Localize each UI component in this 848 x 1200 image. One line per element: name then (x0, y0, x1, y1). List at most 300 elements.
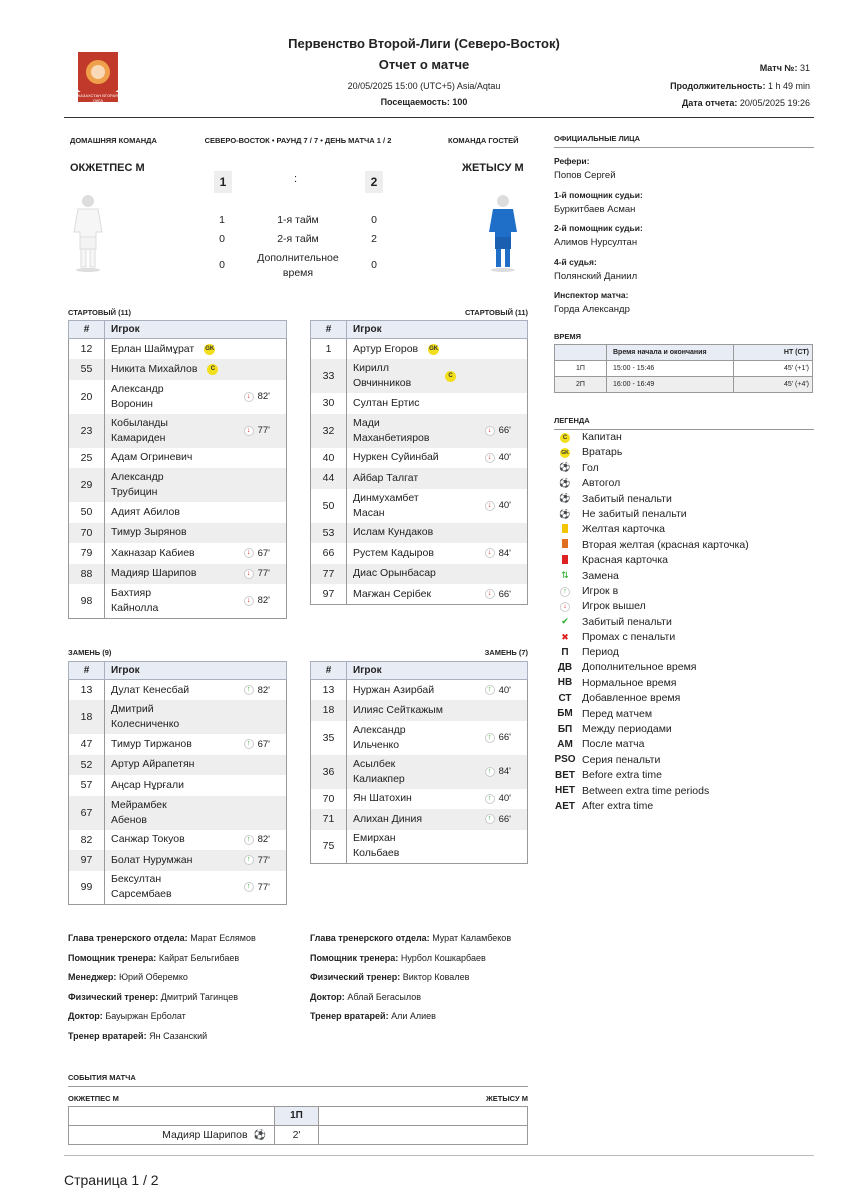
legend-abbr: БМ (557, 708, 573, 720)
col-num: # (69, 321, 105, 339)
sub-minute: 82' (257, 684, 270, 696)
player-name: Аңсар Нұрғали (111, 778, 184, 791)
table-row (69, 830, 287, 851)
player-out-icon: ↓ (485, 548, 495, 558)
table-row (311, 564, 528, 585)
goalkeeper-icon: GK (428, 344, 439, 355)
sub-minute: 40' (498, 793, 511, 805)
table-row (311, 789, 528, 810)
legend-label: Гол (582, 461, 599, 474)
home-label: ДОМАШНЯЯ КОМАНДА (70, 136, 157, 145)
legend-abbr-item (554, 661, 697, 673)
substitution-event (244, 853, 270, 868)
events-away-team: ЖЕТЫСУ М (485, 1094, 528, 1103)
table-row (311, 721, 528, 755)
player-name: Кирилл Овчинников (353, 362, 412, 389)
player-number: 52 (69, 755, 105, 776)
penalty-scored-icon: ⚽ (559, 493, 571, 504)
player-name: Ян Шатохин (353, 792, 412, 805)
official-role: Рефери: (554, 156, 590, 166)
extra-time-home: 0 (219, 259, 225, 271)
legend-abbr-item (554, 800, 653, 812)
table-header (69, 662, 287, 680)
home-team-name: ОКЖЕТПЕС М (70, 162, 145, 174)
staff-item (310, 972, 469, 982)
legend-item (558, 554, 668, 566)
player-number: 55 (69, 359, 105, 380)
substitution-event (485, 764, 511, 779)
table-row (69, 502, 287, 523)
staff-item (68, 1011, 186, 1021)
table-row (311, 755, 528, 789)
legend-abbr: HET (555, 785, 575, 797)
legend-label: Замена (582, 569, 619, 582)
penalty-missed-icon: ⚽ (559, 508, 571, 519)
period1-home: 1 (219, 214, 225, 226)
report-subtitle: Отчет о матче (378, 57, 470, 72)
player-out-icon: ↓ (244, 569, 254, 579)
page-number: Страница 1 / 2 (64, 1172, 159, 1188)
player-number: 53 (311, 523, 347, 544)
player-name: Мағжан Серібек (353, 587, 432, 600)
captain-icon: C (558, 431, 572, 443)
period2-home: 0 (219, 233, 225, 245)
player-number: 70 (311, 789, 347, 810)
player-name: Айбар Талгат (353, 471, 419, 484)
goal-icon: ⚽ (253, 1129, 266, 1141)
legend-item (558, 493, 672, 505)
staff-role: Тренер вратарей: (310, 1011, 389, 1022)
officials-title: ОФИЦИАЛЬНЫЕ ЛИЦА (554, 134, 641, 143)
player-out-icon: ↓ (558, 600, 572, 612)
table-row (69, 775, 287, 796)
official-name: Попов Сергей (554, 170, 616, 181)
player-number: 50 (69, 502, 105, 523)
staff-name: Дмитрий Тагинцев (160, 991, 238, 1002)
time-col-time: Время начала и окончания (607, 345, 734, 361)
player-number: 32 (311, 414, 347, 448)
player-number: 1 (311, 339, 347, 360)
table-row (69, 584, 287, 618)
red-card-icon (558, 555, 572, 566)
staff-role: Физический тренер: (310, 972, 401, 983)
table-row (311, 809, 528, 830)
table-row (69, 339, 287, 360)
sub-minute: 77' (257, 881, 270, 893)
player-number: 18 (311, 700, 347, 721)
staff-name: Виктор Ковалев (402, 972, 470, 983)
table-row (69, 564, 287, 585)
staff-role: Физический тренер: (68, 991, 159, 1002)
staff-item (68, 1031, 207, 1041)
staff-name: Бауыржан Ерболат (105, 1011, 186, 1022)
table-row (69, 448, 287, 469)
table-row (69, 700, 287, 734)
legend-abbr-label: Между периодами (582, 723, 672, 735)
legend-abbr-label: Нормальное время (582, 676, 677, 689)
substitution-event (244, 832, 270, 847)
player-name: Динмухамбет Масан (353, 491, 419, 519)
player-name: Тимур Зырянов (111, 526, 187, 539)
sub-minute: 77' (257, 854, 270, 866)
duration-value: 1 h 49 min (767, 81, 810, 91)
legend-abbr-item (554, 677, 676, 689)
logo-text: КАЗАХСТАН ВТОРАЯ ЛИГА (77, 93, 119, 103)
staff-role: Доктор: (310, 991, 345, 1002)
legend-abbr: БП (557, 723, 573, 735)
away-subs-table (310, 661, 528, 864)
match-datetime: 20/05/2025 15:00 (UTC+5) Asia/Aqtau (347, 81, 501, 91)
staff-role: Помощник тренера: (310, 952, 399, 963)
col-player: Игрок (105, 321, 287, 339)
report-title: Первенство Второй-Лиги (Северо-Восток) (288, 36, 560, 51)
footer-divider (64, 1155, 814, 1156)
sub-minute: 82' (257, 391, 270, 402)
legend-item (558, 431, 622, 443)
player-name: Хакназар Кабиев (111, 546, 195, 559)
legend-label: Автогол (582, 477, 621, 490)
table-row (311, 830, 528, 864)
legend-abbr: НВ (557, 677, 573, 689)
home-starting-label: СТАРТОВЫЙ (11) (68, 308, 132, 317)
staff-item (68, 953, 239, 963)
legend-abbr-label: Between extra time periods (582, 784, 710, 797)
legend-abbr: ДВ (557, 661, 573, 673)
staff-name: Али Алиев (391, 1011, 436, 1022)
table-row (69, 523, 287, 544)
table-row (311, 680, 528, 701)
duration (670, 81, 810, 91)
sub-minute: 82' (257, 595, 270, 607)
player-number: 70 (69, 523, 105, 544)
player-number: 99 (69, 871, 105, 905)
player-number: 57 (69, 775, 105, 796)
report-date-value: 20/05/2025 19:26 (739, 98, 810, 108)
player-name: Дмитрий Колесниченко (111, 703, 180, 730)
extra-time-away: 0 (371, 259, 377, 271)
player-number: 98 (69, 584, 105, 618)
player-number: 12 (69, 339, 105, 360)
player-in-icon: ↑ (485, 814, 495, 824)
player-in-icon: ↑ (244, 835, 254, 845)
table-row (69, 755, 287, 776)
match-number-label: Матч №: (759, 63, 798, 73)
player-out-icon: ↓ (485, 501, 495, 511)
official-name: Буркитбаев Асман (554, 203, 636, 215)
player-name: Илияс Сейткажым (353, 703, 443, 716)
substitution-event (244, 546, 270, 561)
substitution-event (244, 737, 270, 752)
official-name: Горда Александр (554, 304, 630, 315)
legend-abbr-item (554, 785, 709, 797)
legend-abbr-label: Дополнительное время (582, 661, 697, 674)
player-name: Дулат Кенесбай (111, 683, 190, 696)
substitution-event (244, 389, 270, 404)
goal-icon: ⚽ (559, 462, 571, 473)
legend-abbr-label: Период (582, 646, 619, 658)
player-out-icon: ↓ (485, 426, 495, 436)
sub-minute: 40' (498, 500, 511, 511)
substitution-event (485, 498, 511, 513)
time-row-range: 15:00 - 15:46 (607, 361, 734, 377)
sub-minute: 67' (257, 738, 270, 750)
away-kit-icon (485, 192, 521, 277)
extra-time-label: Дополнительное время (257, 252, 339, 279)
table-row (311, 359, 528, 393)
events-home-team: ОКЖЕТПЕС М (68, 1094, 119, 1103)
legend-abbr: BET (555, 769, 575, 781)
table-row (69, 734, 287, 755)
legend-abbr-item (554, 692, 680, 704)
staff-name: Нурбол Кошкарбаев (400, 952, 486, 963)
player-number: 77 (311, 564, 347, 585)
staff-name: Аблай Бегасылов (347, 991, 421, 1002)
substitution-event (485, 450, 511, 465)
player-number: 33 (311, 359, 347, 393)
legend-label: Не забитый пенальти (582, 508, 687, 520)
away-starting-label: СТАРТОВЫЙ (11) (464, 308, 528, 317)
official-role: 4-й судья: (554, 256, 597, 267)
table-row (69, 359, 287, 380)
staff-item (68, 933, 256, 943)
player-name: Адам Огриневич (111, 451, 193, 464)
col-player: Игрок (105, 662, 287, 680)
events-title: СОБЫТИЯ МАТЧА (68, 1073, 136, 1082)
player-number: 66 (311, 543, 347, 564)
player-name: Тимур Тиржанов (111, 737, 192, 750)
player-name: Ислам Кундаков (353, 526, 434, 539)
player-name: Болат Нурумжан (111, 853, 193, 866)
legend-abbr-label: После матча (582, 738, 645, 751)
player-number: 97 (69, 850, 105, 871)
player-name: Мадияр Шарипов (111, 567, 197, 580)
legend-item (558, 600, 646, 612)
legend-abbr-label: Серия пенальти (582, 753, 661, 766)
player-name: Нуржан Азирбай (353, 683, 435, 696)
report-date (682, 98, 810, 108)
col-num: # (69, 662, 105, 680)
col-num: # (311, 321, 347, 339)
player-number: 79 (69, 543, 105, 564)
player-name: Бексултан Сарсембаев (111, 873, 172, 901)
substitution-event (244, 593, 270, 608)
player-name: Ерлан Шаймұрат (111, 342, 195, 355)
table-row (69, 380, 287, 414)
player-name: Нуркен Суйинбай (353, 451, 439, 464)
staff-item (310, 953, 486, 963)
legend-item (558, 462, 599, 474)
player-number: 29 (69, 468, 105, 502)
player-name: Никита Михайлов (111, 362, 198, 375)
substitution-event (485, 423, 511, 438)
table-row (311, 543, 528, 564)
staff-item (310, 1011, 436, 1021)
table-header (69, 321, 287, 339)
player-number: 67 (69, 796, 105, 830)
substitution-event (485, 683, 511, 698)
player-in-icon: ↑ (558, 585, 572, 597)
staff-item (310, 992, 421, 1002)
table-row (311, 468, 528, 489)
own-goal-icon: ⚽ (559, 477, 571, 488)
time-title: ВРЕМЯ (554, 332, 582, 341)
staff-role: Глава тренерского отдела: (68, 933, 188, 943)
sub-minute: 66' (498, 588, 511, 600)
player-number: 18 (69, 700, 105, 734)
substitution-event (485, 812, 511, 827)
time-col-ht: НТ (СТ) (734, 345, 813, 361)
legend-item (558, 446, 622, 458)
goalkeeper-icon: GK (204, 344, 215, 355)
events-divider (68, 1086, 528, 1087)
legend-label: Вторая желтая (красная карточка) (582, 538, 749, 551)
player-out-icon: ↓ (485, 453, 495, 463)
substitution-event (485, 546, 511, 561)
staff-role: Тренер вратарей: (68, 1031, 147, 1041)
player-number: 36 (311, 755, 347, 789)
home-subs-table (68, 661, 287, 905)
legend-label: Вратарь (582, 446, 623, 459)
table-row (311, 393, 528, 414)
table-row (69, 543, 287, 564)
table-row (69, 680, 287, 701)
table-row (311, 700, 528, 721)
table-row (311, 414, 528, 448)
period2-label: 2-я тайм (277, 233, 319, 245)
legend-abbr: AET (555, 800, 575, 812)
captain-icon: C (445, 371, 456, 382)
legend-abbr-item (554, 723, 672, 735)
substitution-icon: ⇅ (561, 570, 569, 581)
staff-name: Ян Сазанский (149, 1031, 208, 1041)
event-home-player: Мадияр Шарипов (162, 1129, 248, 1141)
staff-name: Марат Еслямов (190, 933, 256, 943)
player-name: Артур Айрапетян (111, 758, 195, 771)
legend-abbr-item (554, 646, 619, 658)
time-table (554, 344, 813, 393)
attendance-label: Посещаемость: (380, 97, 450, 107)
col-num: # (311, 662, 347, 680)
player-number: 50 (311, 489, 347, 523)
col-player: Игрок (347, 662, 528, 680)
match-number (760, 63, 810, 73)
sub-minute: 77' (257, 425, 270, 436)
sub-minute: 66' (498, 425, 511, 436)
legend-item (558, 570, 619, 582)
away-starting-table (310, 320, 528, 605)
staff-name: Мурат Каламбеков (432, 933, 512, 943)
away-label: КОМАНДА ГОСТЕЙ (448, 136, 519, 145)
table-row (69, 871, 287, 905)
legend-abbr-label: After extra time (582, 800, 654, 812)
player-number: 25 (69, 448, 105, 469)
staff-role: Доктор: (68, 1011, 103, 1022)
table-row (311, 584, 528, 605)
staff-item (310, 933, 511, 943)
staff-name: Кайрат Бельгибаев (158, 952, 240, 963)
away-subs-label: ЗАМЕНЬ (7) (484, 648, 528, 657)
period2-away: 2 (371, 233, 377, 245)
table-row (69, 796, 287, 830)
legend-label: Желтая карточка (582, 523, 666, 536)
legend-abbr-item (554, 754, 660, 766)
legend-item (558, 477, 620, 489)
table-row (69, 468, 287, 502)
player-name: Рустем Кадыров (353, 546, 434, 559)
legend-abbr-label: Добавленное время (582, 692, 681, 705)
home-kit-icon (70, 192, 106, 277)
player-name: Алихан Диния (353, 812, 423, 825)
player-name: Емирхан Кольбаев (353, 832, 400, 860)
staff-role: Менеджер: (68, 972, 117, 983)
player-out-icon: ↓ (244, 426, 254, 436)
time-row-period: 2П (555, 377, 607, 393)
player-out-icon: ↓ (485, 589, 495, 599)
header-divider (64, 117, 814, 118)
events-period-header: 1П (275, 1107, 319, 1125)
sub-minute: 82' (257, 834, 270, 846)
table-row (311, 448, 528, 469)
legend-label: Красная карточка (582, 554, 668, 567)
time-row-range: 16:00 - 16:49 (607, 377, 734, 393)
player-name: Адият Абилов (111, 505, 180, 518)
official-role: 1-й помощник судьи: (554, 189, 643, 200)
match-number-value: 31 (799, 63, 810, 73)
report-date-label: Дата отчета: (681, 98, 738, 108)
legend-item (558, 631, 675, 643)
player-number: 71 (311, 809, 347, 830)
table-row (69, 414, 287, 448)
table-row (311, 523, 528, 544)
player-out-icon: ↓ (244, 548, 254, 558)
home-starting-table (68, 320, 287, 619)
player-number: 44 (311, 468, 347, 489)
away-score: 2 (365, 171, 383, 193)
captain-icon: C (207, 364, 218, 375)
events-table (68, 1106, 528, 1145)
legend-item (558, 523, 665, 535)
player-in-icon: ↑ (244, 739, 254, 749)
officials-divider (554, 147, 814, 148)
legend-label: Забитый пенальти (582, 492, 672, 505)
round-info: СЕВЕРО-ВОСТОК • РАУНД 7 / 7 • ДЕНЬ МАТЧА 1 / 2 (204, 136, 392, 145)
staff-role: Глава тренерского отдела: (310, 933, 430, 943)
player-number: 88 (69, 564, 105, 585)
substitution-event (244, 880, 270, 895)
legend-abbr-item (554, 738, 644, 750)
player-name: Александр Трубицин (111, 471, 164, 498)
legend-abbr: СТ (558, 692, 572, 704)
player-name: Александр Воронин (111, 382, 164, 410)
player-in-icon: ↑ (485, 767, 495, 777)
period1-label: 1-я тайм (277, 214, 319, 226)
player-in-icon: ↑ (485, 685, 495, 695)
col-player: Игрок (347, 321, 528, 339)
table-row (311, 339, 528, 360)
official-role: 2-й помощник судьи: (554, 223, 643, 233)
player-number: 13 (69, 680, 105, 701)
table-header (311, 321, 528, 339)
time-row-ht: 45' (+4') (734, 377, 813, 393)
legend-abbr: PSO (554, 754, 576, 766)
player-out-icon: ↓ (244, 596, 254, 606)
sub-minute: 84' (498, 766, 511, 777)
shootout-scored-icon: ✔ (561, 616, 569, 627)
substitution-event (485, 587, 511, 602)
legend-label: Забитый пенальти (582, 615, 672, 628)
legend-abbr-label: Before extra time (582, 769, 662, 782)
event-away-player (319, 1126, 527, 1144)
